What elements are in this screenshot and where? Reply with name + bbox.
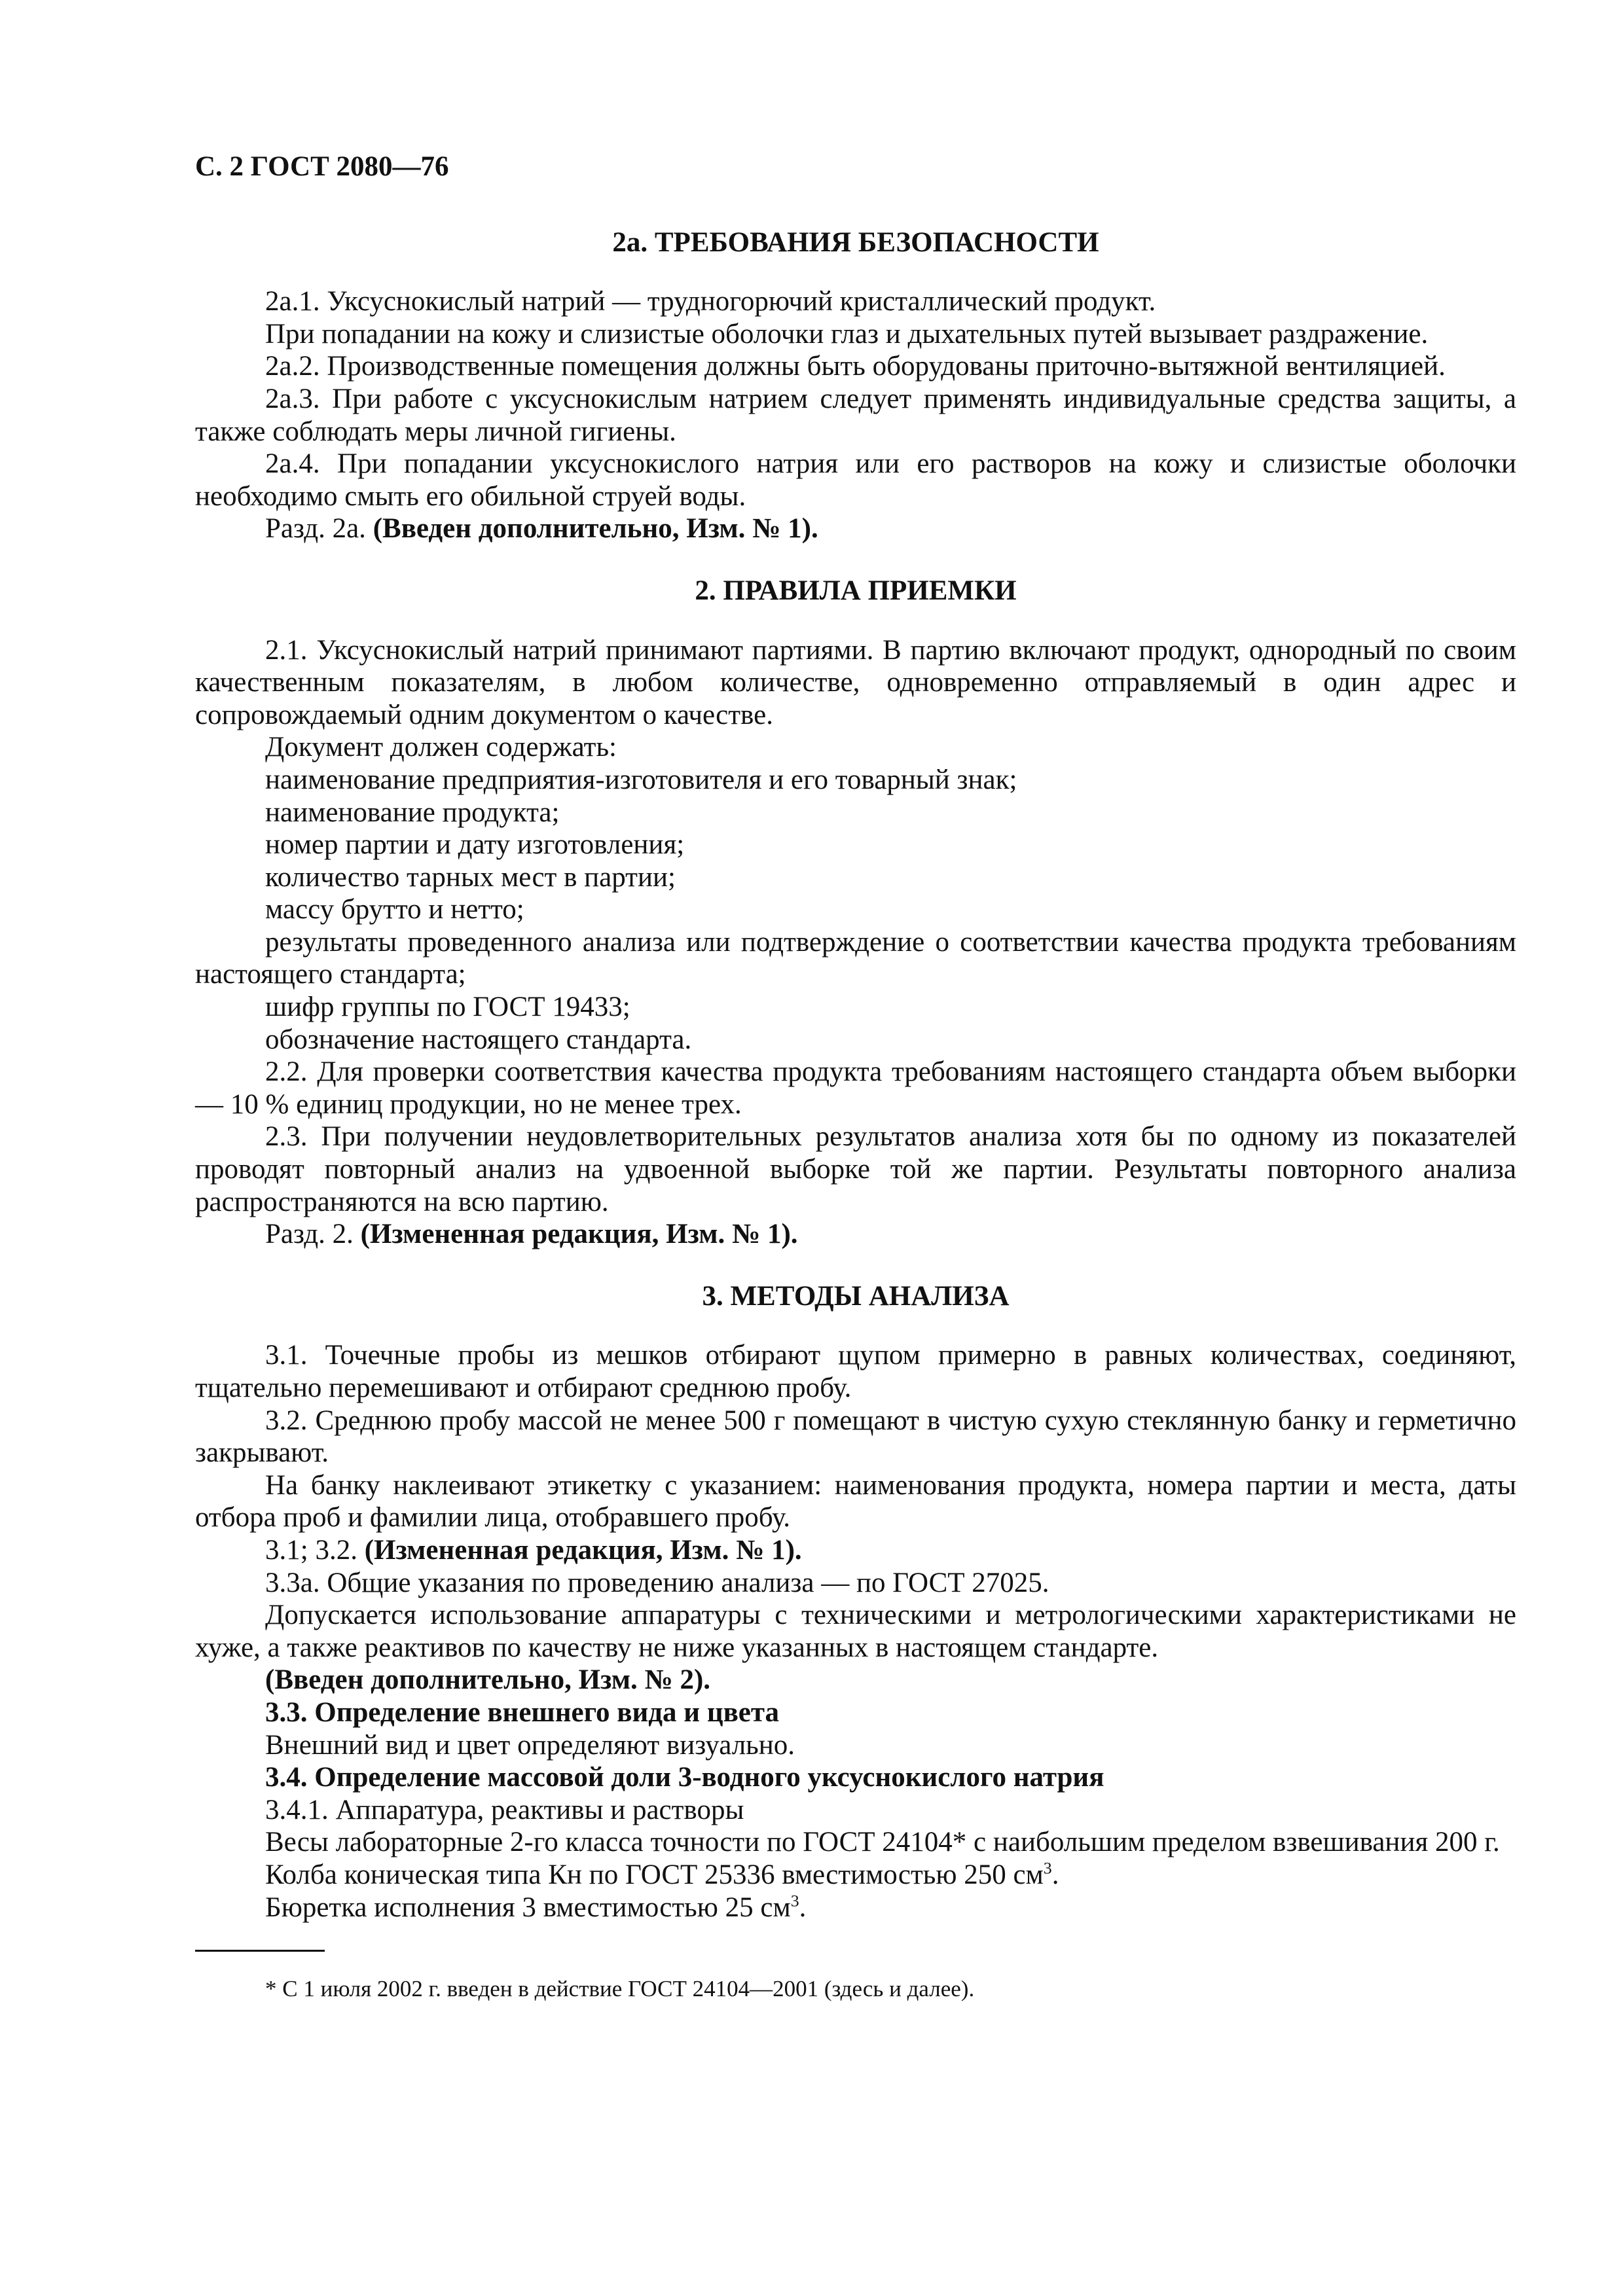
section-3-note-2: (Введен дополнительно, Изм. № 2). (265, 1664, 711, 1696)
period: . (799, 1892, 807, 1923)
note-prefix: 3.1; 3.2. (265, 1534, 357, 1566)
para-scales: Весы лабораторные 2-го класса точности по ГОСТ 24104* с наибольшим пределом взвешивания 200 г. (265, 1827, 1500, 1858)
footnote-divider (195, 1950, 325, 1952)
list-item: массу брутто и нетто; (265, 894, 524, 925)
para-2a-1: 2а.1. Уксуснокислый натрий — трудногорючий кристаллический продукт. (265, 286, 1156, 317)
footnote: * С 1 июля 2002 г. введен в действие ГОСТ 24104—2001 (здесь и далее). (265, 1976, 975, 2002)
note-amendment: (Измененная редакция, Изм. № 1). (360, 1219, 798, 1250)
note-amendment: (Введен дополнительно, Изм. № 1). (373, 513, 818, 545)
para-2a-3: 2а.3. При работе с уксуснокислым натрием следует применять индивидуальные средства защиты, а также соблюдать меры личной гигиены. (195, 383, 1516, 447)
para-2-2: 2.2. Для проверки соответствия качества продукта требованиям настоящего стандарта объем выборки — 10 % единиц продукции, но не менее трех. (195, 1056, 1516, 1120)
period: . (1051, 1859, 1059, 1890)
para-3-2-cont: На банку наклеивают этикетку с указанием: наименования продукта, номера партии и места, даты отбора проб и фамилии лица, отобравшего пробу. (195, 1469, 1516, 1534)
page-header: С. 2 ГОСТ 2080—76 (195, 151, 449, 182)
para-3-3a: 3.3а. Общие указания по проведению анализа — по ГОСТ 27025. (265, 1567, 1049, 1598)
list-item: наименование предприятия-изготовителя и его товарный знак; (265, 764, 1017, 795)
para-3-1: 3.1. Точечные пробы из мешков отбирают щупом примерно в равных количествах, соединяют, тщательно перемешивают и отбирают среднюю пробу. (195, 1340, 1516, 1403)
section-2a-note (265, 512, 1516, 545)
list-item: количество тарных мест в партии; (265, 861, 676, 893)
burette-text: Бюретка исполнения 3 вместимостью 25 см (265, 1892, 791, 1923)
para-2a-4: 2а.4. При попадании уксуснокислого натрия или его растворов на кожу и слизистые оболочки необходимо смыть его обильной струей воды. (195, 448, 1516, 512)
section-3-note-1 (265, 1534, 1516, 1567)
note-amendment: (Измененная редакция, Изм. № 1). (364, 1534, 802, 1566)
para-2a-1-cont: При попадании на кожу и слизистые оболочки глаз и дыхательных путей вызывает раздражение. (265, 318, 1429, 350)
flask-text: Колба коническая типа Кн по ГОСТ 25336 вместимостью 250 см (265, 1859, 1044, 1890)
list-item: результаты проведенного анализа или подтверждение о соответствии качества продукта требованиям настоящего стандарта; (195, 926, 1516, 990)
para-flask (265, 1859, 1516, 1892)
para-3-3a-cont: Допускается использование аппаратуры с техническими и метрологическими характеристиками не хуже, а также реактивов по качеству не ниже указанных в настоящем стандарте. (195, 1600, 1516, 1663)
section-2-note (265, 1218, 1516, 1251)
superscript: 3 (1043, 1858, 1052, 1878)
section-2-title: 2. ПРАВИЛА ПРИЕМКИ (695, 575, 1017, 606)
para-3-3: Внешний вид и цвет определяют визуально. (265, 1729, 795, 1761)
list-item: номер партии и дату изготовления; (265, 829, 685, 861)
document-page (195, 151, 1516, 2026)
note-prefix: Разд. 2а. (265, 513, 366, 545)
para-2-1: 2.1. Уксуснокислый натрий принимают партиями. В партию включают продукт, однородный по своим качественным показателям, в любом количестве, одновременно отправляемый в один адрес и сопровождаемый одним документом о качестве. (195, 634, 1516, 730)
list-item: обозначение настоящего стандарта. (265, 1024, 692, 1055)
para-2a-2: 2а.2. Производственные помещения должны быть оборудованы приточно-вытяжной вентиляцией. (265, 351, 1446, 382)
superscript: 3 (790, 1891, 799, 1910)
heading-3-3: 3.3. Определение внешнего вида и цвета (265, 1696, 780, 1728)
heading-3-4: 3.4. Определение массовой доли 3-водного уксуснокислого натрия (265, 1762, 1104, 1793)
para-burette (265, 1892, 1516, 1924)
note-prefix: Разд. 2. (265, 1219, 354, 1250)
para-3-4-1: 3.4.1. Аппаратура, реактивы и растворы (265, 1794, 744, 1825)
doc-intro: Документ должен содержать: (265, 732, 617, 763)
section-2a-title: 2а. ТРЕБОВАНИЯ БЕЗОПАСНОСТИ (612, 226, 1099, 258)
list-item: шифр группы по ГОСТ 19433; (265, 992, 630, 1023)
list-item: наименование продукта; (265, 797, 560, 828)
para-3-2: 3.2. Среднюю пробу массой не менее 500 г помещают в чистую сухую стеклянную банку и герметично закрывают. (195, 1405, 1516, 1469)
section-3-title: 3. МЕТОДЫ АНАЛИЗА (702, 1280, 1010, 1312)
para-2-3: 2.3. При получении неудовлетворительных результатов анализа хотя бы по одному из показателей проводят повторный анализ на удвоенной выборке той же партии. Результаты повторного анализа распространяются на всю партию. (195, 1121, 1516, 1217)
